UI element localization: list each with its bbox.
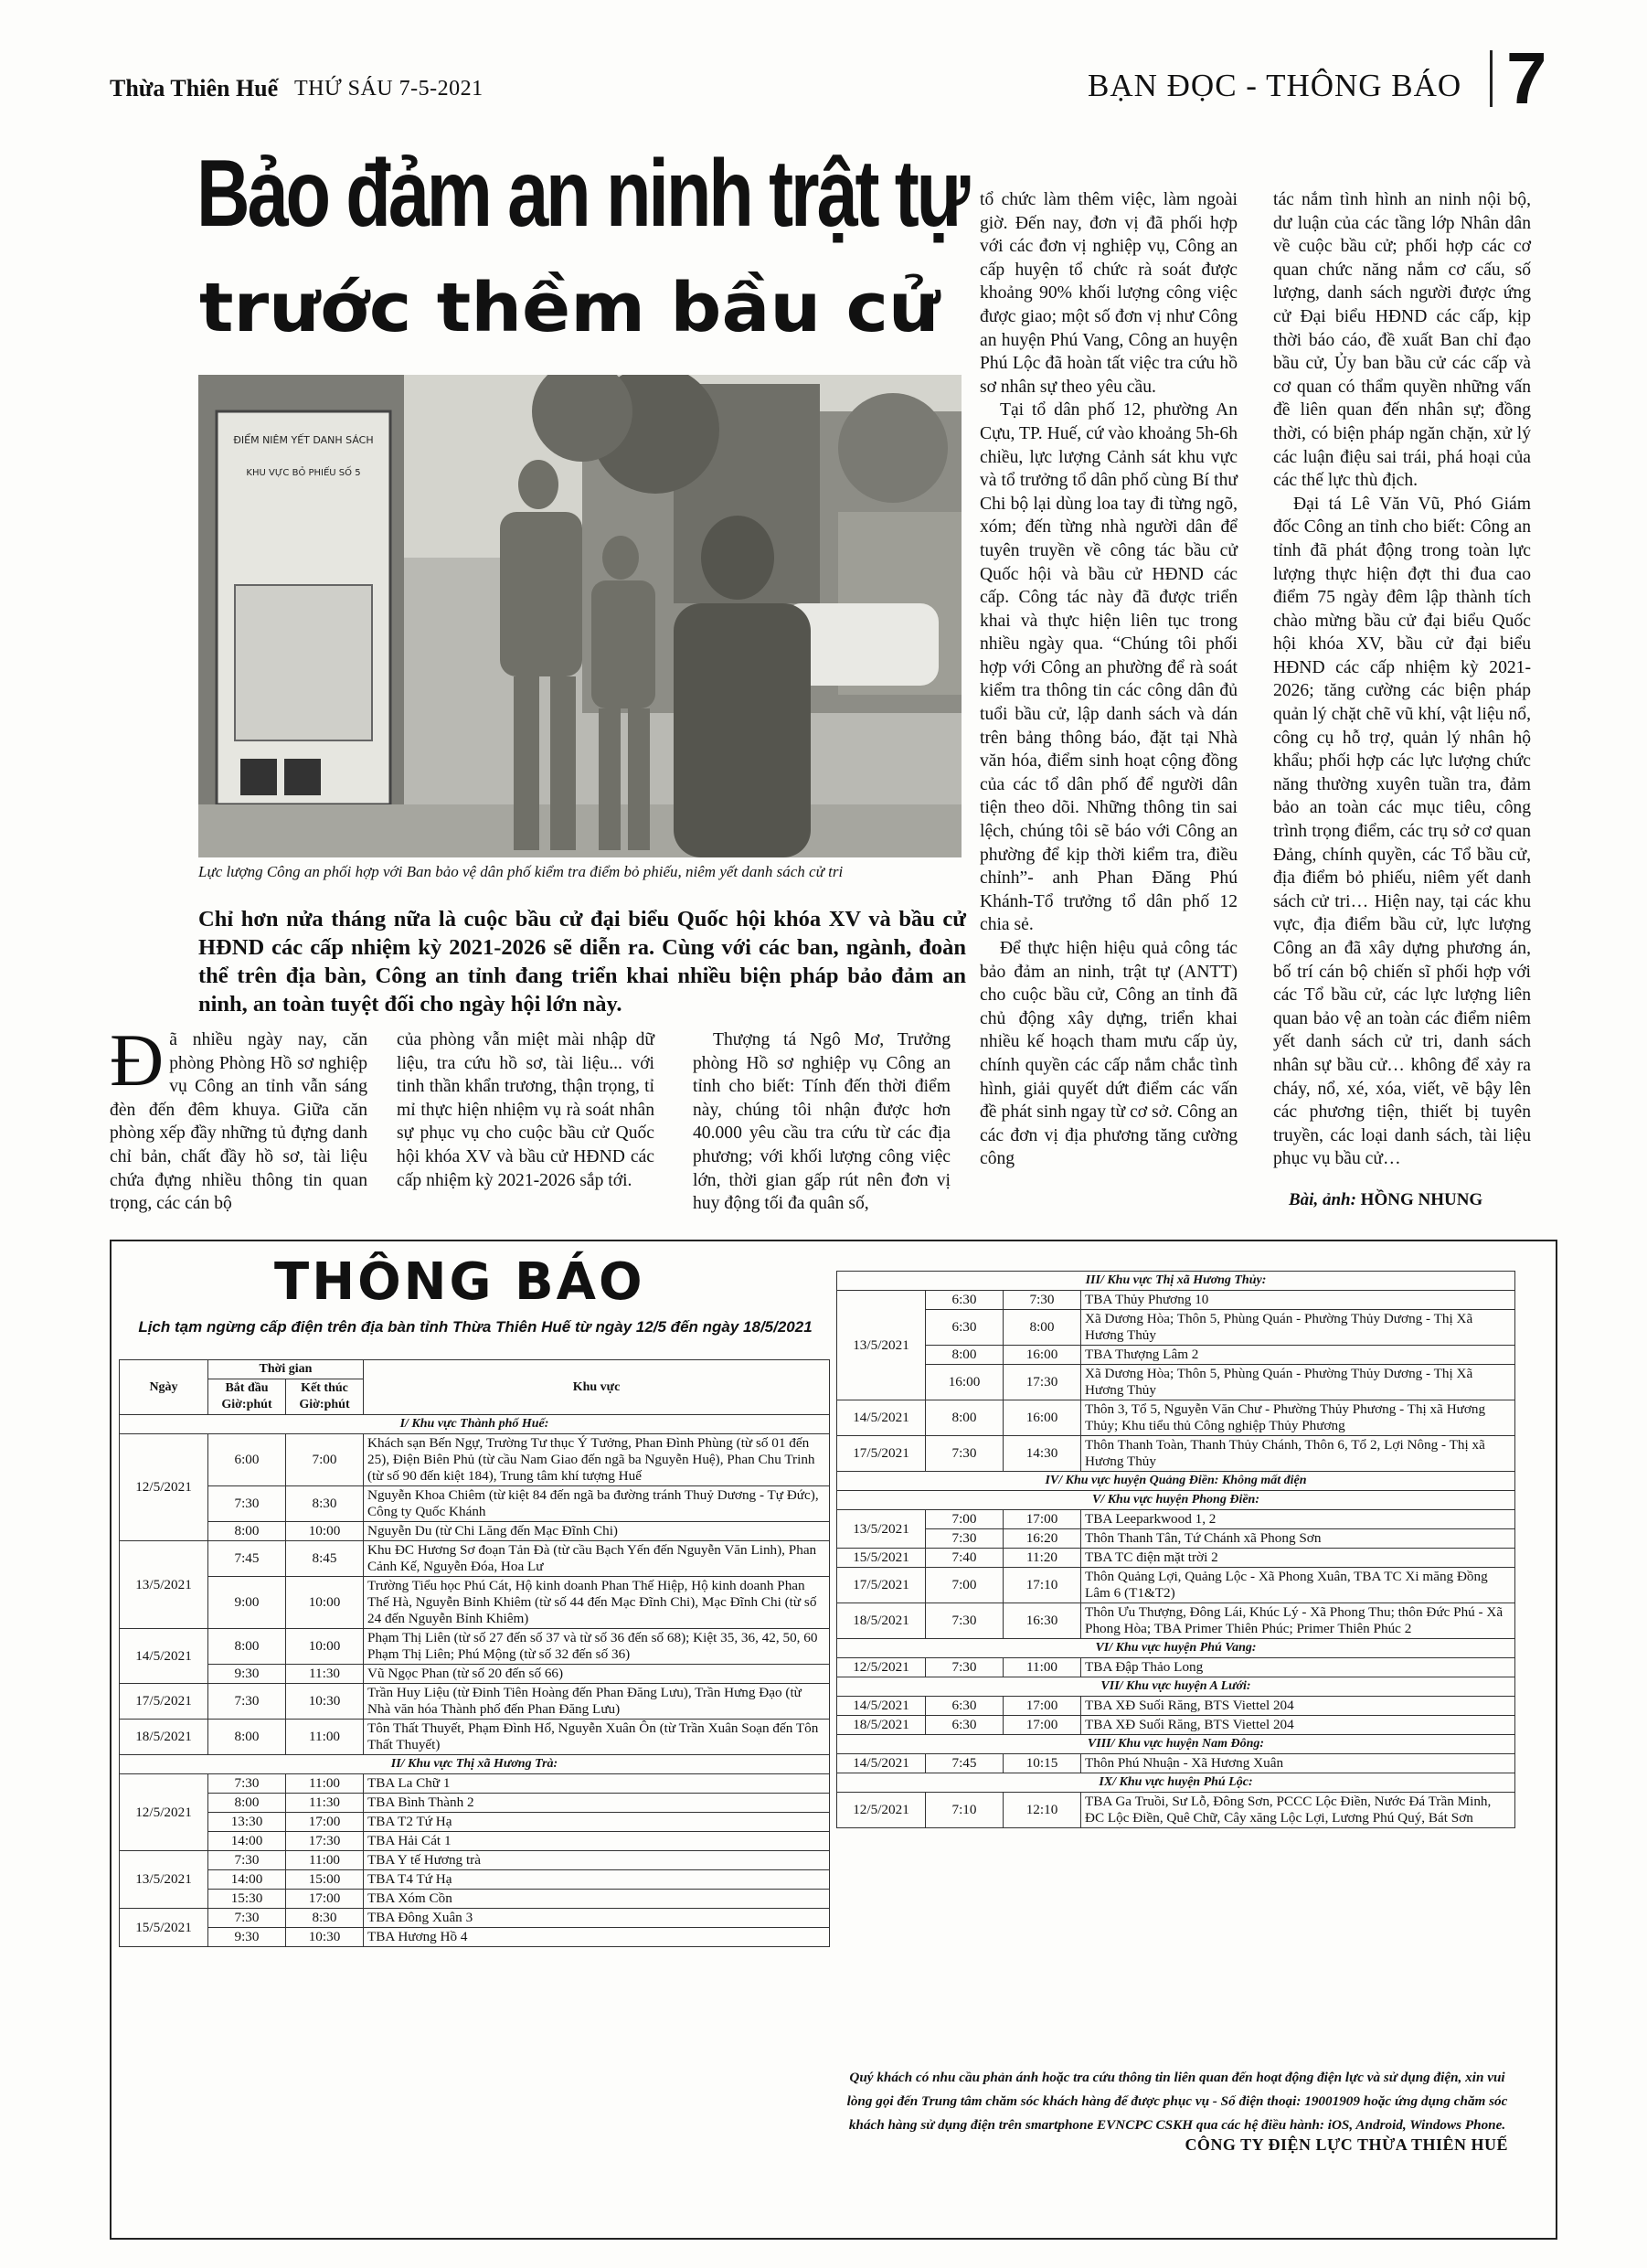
start-cell: 8:00 <box>208 1720 286 1755</box>
page-number: 7 <box>1506 37 1547 119</box>
section-title: VII/ Khu vực huyện A Lưới: <box>837 1677 1515 1697</box>
table-row <box>120 1541 830 1577</box>
date-cell: 12/5/2021 <box>120 1774 208 1851</box>
table-row <box>837 1510 1515 1529</box>
section-title: IX/ Khu vực huyện Phú Lộc: <box>837 1773 1515 1793</box>
area-cell: Trần Huy Liệu (từ Đinh Tiên Hoàng đến Phan Đăng Lưu), Trần Hưng Đạo (từ Nhà văn hóa Thành phố đến Phan Đăng Lưu) <box>364 1684 830 1720</box>
column-2-text: của phòng vẫn miệt mài nhập dữ liệu, tra cứu hồ sơ, tài liệu... với tinh thần khẩn trương, thận trọng, tỉ mỉ thực hiện nhiệm vụ rà soát nhân sự phục vụ cho cuộc bầu cử Quốc hội khóa XV và bầu cử HĐND các cấp nhiệm kỳ 2021-2026 sắp tới. <box>397 1030 654 1190</box>
end-cell: 14:30 <box>1004 1436 1081 1472</box>
date-cell: 12/5/2021 <box>837 1793 926 1828</box>
end-cell: 8:00 <box>1004 1310 1081 1346</box>
start-cell: 8:00 <box>926 1346 1004 1365</box>
table-row <box>120 1434 830 1486</box>
start-cell: 13:30 <box>208 1813 286 1832</box>
byline <box>1289 1190 1482 1210</box>
start-cell: 6:30 <box>926 1697 1004 1716</box>
area-cell: TBA T4 Tứ Hạ <box>364 1870 830 1890</box>
table-row <box>837 1658 1515 1677</box>
end-cell: 17:00 <box>286 1890 364 1909</box>
end-cell: 11:20 <box>1004 1549 1081 1568</box>
area-cell: TBA Y tế Hương trà <box>364 1851 830 1870</box>
end-cell: 10:00 <box>286 1629 364 1665</box>
date-cell: 17/5/2021 <box>120 1684 208 1720</box>
column-5-para-2: Đại tá Lê Văn Vũ, Phó Giám đốc Công an tỉnh cho biết: Công an tỉnh đã phát động trong toàn lực lượng thực hiện đợt thi đua cao điểm 75 ngày đêm lập thành tích chào mừng bầu cử đại biểu Quốc hội khóa XV, bầu cử đại biểu HĐND các cấp nhiệm kỳ 2021-2026; tăng cường các biện pháp quản lý chặt chẽ vũ khí, vật liệu nổ, công cụ hỗ trợ, quản lý nhân hộ khẩu; phối hợp các lực lượng chức năng thường xuyên tuần tra, đảm bảo an toàn các mục tiêu, công trình trọng điểm, các trụ sở cơ quan Đảng, chính quyền, các Tổ bầu cử, địa điểm bỏ phiếu, niêm yết danh sách cử tri… Hiện nay, tại các khu vực, địa điểm bầu cử, lực lượng Công an đã xây dựng phương án, bố trí cán bộ chiến sĩ phối hợp với các Tổ bầu cử, các lực lượng liên quan bảo vệ an toàn các điểm niêm yết danh sách cử tri, danh sách nhân sự bầu cử… không để xảy ra cháy, nổ, xé, xóa, viết, vẽ bậy lên các phương tiện, thiết bị tuyên truyền, các loại danh sách, tài liệu phục vụ bầu cử… <box>1273 494 1531 1169</box>
notice-title: THÔNG BÁO <box>274 1252 645 1312</box>
start-cell: 7:45 <box>208 1541 286 1577</box>
table-row <box>837 1310 1515 1346</box>
section-row <box>837 1272 1515 1291</box>
photo-illustration <box>198 375 962 857</box>
schedule-table-right <box>836 1271 1515 1828</box>
byline-author: HỒNG NHUNG <box>1360 1190 1483 1209</box>
end-cell: 16:20 <box>1004 1529 1081 1549</box>
section-title: I/ Khu vực Thành phố Huế: <box>120 1415 830 1434</box>
date-cell: 14/5/2021 <box>120 1629 208 1684</box>
table-row <box>837 1400 1515 1436</box>
start-cell: 7:30 <box>926 1658 1004 1677</box>
schedule-right-body <box>837 1272 1515 1828</box>
date-cell: 13/5/2021 <box>120 1851 208 1909</box>
start-cell: 9:00 <box>208 1577 286 1629</box>
area-cell: Thôn Quảng Lợi, Quảng Lộc - Xã Phong Xuân, TBA TC Xi măng Đồng Lâm 6 (T1&T2) <box>1081 1568 1515 1603</box>
end-cell: 12:10 <box>1004 1793 1081 1828</box>
article-column-3 <box>693 1028 951 1216</box>
table-row <box>837 1365 1515 1400</box>
article-column-1 <box>110 1018 367 1216</box>
area-cell: TBA Thượng Lâm 2 <box>1081 1346 1515 1365</box>
date-cell: 12/5/2021 <box>837 1658 926 1677</box>
table-row <box>837 1793 1515 1828</box>
byline-prefix: Bài, ảnh: <box>1289 1190 1356 1209</box>
start-cell: 8:00 <box>926 1400 1004 1436</box>
start-cell: 7:30 <box>208 1684 286 1720</box>
date-cell: 17/5/2021 <box>837 1568 926 1603</box>
area-cell: TBA Thủy Phương 10 <box>1081 1291 1515 1310</box>
table-row <box>120 1522 830 1541</box>
table-row <box>837 1291 1515 1310</box>
issue-date: THỨ SÁU 7-5-2021 <box>294 77 483 101</box>
notice-company: CÔNG TY ĐIỆN LỰC THỪA THIÊN HUẾ <box>1185 2135 1508 2154</box>
end-cell: 11:00 <box>286 1851 364 1870</box>
table-row <box>120 1813 830 1832</box>
end-cell: 17:30 <box>286 1832 364 1851</box>
date-cell: 14/5/2021 <box>837 1754 926 1773</box>
start-cell: 15:30 <box>208 1890 286 1909</box>
area-cell: TBA Đập Thảo Long <box>1081 1658 1515 1677</box>
area-cell: TBA XĐ Suối Răng, BTS Viettel 204 <box>1081 1716 1515 1735</box>
start-cell: 7:45 <box>926 1754 1004 1773</box>
table-row <box>120 1629 830 1665</box>
area-cell: Thôn Thanh Tân, Tứ Chánh xã Phong Sơn <box>1081 1529 1515 1549</box>
start-cell: 6:00 <box>208 1434 286 1486</box>
start-cell: 9:30 <box>208 1665 286 1684</box>
section-row <box>837 1491 1515 1510</box>
start-cell: 7:30 <box>926 1436 1004 1472</box>
column-1-text: ã nhiều ngày nay, căn phòng Phòng Hồ sơ nghiệp vụ Công an tỉnh vẫn sáng đèn đến đêm khuya. Giữa căn phòng xếp đầy những tủ đựng danh chỉ bản, chất đầy hồ sơ, tài liệu chứa đựng nhiều thông tin quan trọng, các cán bộ <box>110 1030 367 1214</box>
end-cell: 17:30 <box>1004 1365 1081 1400</box>
area-cell: Xã Dương Hòa; Thôn 5, Phùng Quán - Phường Thủy Dương - Thị Xã Hương Thủy <box>1081 1310 1515 1346</box>
table-row <box>120 1774 830 1794</box>
date-cell: 18/5/2021 <box>837 1716 926 1735</box>
start-cell: 8:00 <box>208 1794 286 1813</box>
area-cell: Thôn Ưu Thượng, Đông Lái, Khúc Lý - Xã Phong Thu; thôn Đức Phú - Xã Phong Hòa; TBA Primer Thiên Phúc; Primer Thiên Phúc 2 <box>1081 1603 1515 1639</box>
photo-caption: Lực lượng Công an phối hợp với Ban bảo vệ dân phố kiểm tra điểm bỏ phiếu, niêm yết danh sách cử tri <box>198 863 844 880</box>
area-cell: Nguyễn Du (từ Chi Lăng đến Mạc Đĩnh Chi) <box>364 1522 830 1541</box>
start-cell: 14:00 <box>208 1832 286 1851</box>
end-cell: 16:00 <box>1004 1400 1081 1436</box>
area-cell: Khu ĐC Hương Sơ đoạn Tản Đà (từ cầu Bạch Yến đến Nguyễn Văn Linh), Phan Cảnh Kế, Nguyễn Đóa, Hoa Lư <box>364 1541 830 1577</box>
end-cell: 11:00 <box>286 1774 364 1794</box>
end-cell: 17:00 <box>286 1813 364 1832</box>
section-title: IV/ Khu vực huyện Quảng Điền: Không mất điện <box>837 1472 1515 1491</box>
start-cell: 7:30 <box>208 1774 286 1794</box>
section-title: II/ Khu vực Thị xã Hương Trà: <box>120 1755 830 1774</box>
start-cell: 7:30 <box>926 1603 1004 1639</box>
table-row <box>120 1486 830 1522</box>
area-cell: Thôn 3, Tổ 5, Nguyễn Văn Chư - Phường Thủy Phương - Thị xã Hương Thủy; Khu tiểu thủ Công nghiệp Thủy Phương <box>1081 1400 1515 1436</box>
end-cell: 15:00 <box>286 1870 364 1890</box>
end-cell: 11:30 <box>286 1794 364 1813</box>
article-column-4 <box>980 188 1238 1171</box>
end-cell: 11:00 <box>1004 1658 1081 1677</box>
date-cell: 13/5/2021 <box>837 1510 926 1549</box>
section-title: III/ Khu vực Thị xã Hương Thủy: <box>837 1272 1515 1291</box>
header-divider <box>1490 50 1493 107</box>
start-cell: 7:00 <box>926 1510 1004 1529</box>
photo-sign-text: ĐIỂM NIÊM YẾT DANH SÁCH <box>233 434 374 446</box>
start-cell: 7:00 <box>926 1568 1004 1603</box>
table-row <box>120 1928 830 1947</box>
end-cell: 10:30 <box>286 1928 364 1947</box>
column-4-para-2: Tại tổ dân phố 12, phường An Cựu, TP. Huế, cứ vào khoảng 5h-6h chiều, lực lượng Cảnh sát khu vực và tổ trưởng tổ dân phố cùng Bí thư Chi bộ lại dùng loa tay đi từng ngõ, xóm; đến từng nhà người dân để tuyên truyền về công tác bầu cử Quốc hội và bầu cử HĐND các cấp. Công tác này đã được triển khai và thực hiện liên tục trong nhiều ngày qua. “Chúng tôi phối hợp với Công an phường để rà soát kiểm tra thông tin các công dân đủ tuổi bầu cử, lập danh sách và dán trên bảng thông báo, đặt tại Nhà văn hóa, điểm sinh hoạt cộng đồng của các tổ dân phố để người dân tiện theo dõi. Những thông tin sai lệch, chúng tôi sẽ báo với Công an phường để kịp thời kiểm tra, điều chỉnh”- anh Phan Đăng Phú Khánh-Tổ trưởng tổ dân phố 12 chia sẻ. <box>980 400 1238 935</box>
start-cell: 6:30 <box>926 1716 1004 1735</box>
column-5-para-1: tác nắm tình hình an ninh nội bộ, dư luận của các tầng lớp Nhân dân về cuộc bầu cử; phối hợp các cơ quan chức năng nắm cơ cấu, số lượng, danh sách người được ứng cử Đại biểu HĐND các cấp, kịp thời báo cáo, đề xuất Ban chỉ đạo bầu cử, Ủy ban bầu cử các cấp và cơ quan có thẩm quyền những vấn đề liên quan đến nhân sự; đồng thời, có biện pháp ngăn chặn, xử lý các luận điệu sai trái, phá hoại của các thế lực thù địch. <box>1273 190 1531 491</box>
date-cell: 18/5/2021 <box>120 1720 208 1755</box>
start-cell: 7:30 <box>208 1909 286 1928</box>
section-row <box>120 1415 830 1434</box>
area-cell: Tôn Thất Thuyết, Phạm Đình Hổ, Nguyễn Xuân Ôn (từ Trần Xuân Soạn đến Tôn Thất Thuyết) <box>364 1720 830 1755</box>
area-cell: Nguyễn Khoa Chiêm (từ kiệt 84 đến ngã ba đường tránh Thuỷ Dương - Tự Đức), Công ty Quốc Khánh <box>364 1486 830 1522</box>
area-cell: TBA Bình Thành 2 <box>364 1794 830 1813</box>
start-cell: 6:30 <box>926 1291 1004 1310</box>
table-row <box>837 1549 1515 1568</box>
start-cell: 14:00 <box>208 1870 286 1890</box>
schedule-table-left <box>119 1359 830 1947</box>
end-cell: 16:00 <box>1004 1346 1081 1365</box>
end-cell: 17:00 <box>1004 1697 1081 1716</box>
area-cell: Xã Dương Hòa; Thôn 5, Phùng Quán - Phường Thủy Dương - Thị Xã Hương Thủy <box>1081 1365 1515 1400</box>
end-cell: 17:00 <box>1004 1510 1081 1529</box>
table-row <box>120 1720 830 1755</box>
end-cell: 7:30 <box>1004 1291 1081 1310</box>
col-header-date: Ngày <box>120 1360 208 1415</box>
area-cell: TBA La Chữ 1 <box>364 1774 830 1794</box>
end-cell: 10:00 <box>286 1577 364 1629</box>
area-cell: TBA Xóm Cồn <box>364 1890 830 1909</box>
table-row <box>120 1794 830 1813</box>
table-row <box>837 1529 1515 1549</box>
table-row <box>120 1665 830 1684</box>
section-title: VIII/ Khu vực huyện Nam Đông: <box>837 1735 1515 1754</box>
date-cell: 14/5/2021 <box>837 1697 926 1716</box>
area-cell: Khách sạn Bến Ngự, Trường Tư thục Ý Tưởng, Phan Đình Phùng (từ số 01 đến 25), Điện Biên Phủ (từ cầu Nam Giao đến ngã ba Nguyễn Huệ), Phan Chu Trinh (từ số 90 đến kiệt 184), Trung tâm khí tượng Huế <box>364 1434 830 1486</box>
end-cell: 10:00 <box>286 1522 364 1541</box>
area-cell: Phạm Thị Liên (từ số 27 đến số 37 và từ số 36 đến số 68); Kiệt 35, 36, 42, 50, 60 Phạm Thị Liên; Phú Mộng (từ số 32 đến số 36) <box>364 1629 830 1665</box>
start-cell: 7:10 <box>926 1793 1004 1828</box>
end-cell: 16:30 <box>1004 1603 1081 1639</box>
table-row <box>837 1346 1515 1365</box>
table-row <box>120 1870 830 1890</box>
section-row <box>837 1773 1515 1793</box>
column-4-para-3: Để thực hiện hiệu quả công tác bảo đảm an ninh, trật tự (ANTT) cho cuộc bầu cử, Công an tỉnh đã chủ động xây dựng, triển khai nhiều kế hoạch tham mưu cấp ủy, chính quyền các cấp nắm chắc tình hình, giải quyết dứt điểm các vấn đề phát sinh ngay từ cơ sở. Công an các đơn vị địa phương tăng cường công <box>980 939 1238 1169</box>
date-cell: 14/5/2021 <box>837 1400 926 1436</box>
table-row <box>120 1851 830 1870</box>
start-cell: 8:00 <box>208 1629 286 1665</box>
end-cell: 8:30 <box>286 1909 364 1928</box>
end-cell: 10:30 <box>286 1684 364 1720</box>
end-cell: 7:00 <box>286 1434 364 1486</box>
section-title: BẠN ĐỌC - THÔNG BÁO <box>1088 68 1462 103</box>
area-cell: TBA TC điện mặt trời 2 <box>1081 1549 1515 1568</box>
start-cell: 6:30 <box>926 1310 1004 1346</box>
section-row <box>837 1735 1515 1754</box>
area-cell: TBA Hải Cát 1 <box>364 1832 830 1851</box>
table-row <box>837 1716 1515 1735</box>
table-row <box>120 1832 830 1851</box>
date-cell: 17/5/2021 <box>837 1436 926 1472</box>
start-cell: 7:30 <box>208 1851 286 1870</box>
date-cell: 13/5/2021 <box>120 1541 208 1629</box>
end-cell: 10:15 <box>1004 1754 1081 1773</box>
area-cell: TBA XĐ Suối Răng, BTS Viettel 204 <box>1081 1697 1515 1716</box>
notice-subtitle: Lịch tạm ngừng cấp điện trên địa bàn tỉnh Thừa Thiên Huế từ ngày 12/5 đến ngày 18/5/2021 <box>138 1318 813 1336</box>
section-row <box>837 1472 1515 1491</box>
end-cell: 17:10 <box>1004 1568 1081 1603</box>
end-cell: 11:00 <box>286 1720 364 1755</box>
section-row <box>837 1677 1515 1697</box>
column-4-para-1: tổ chức làm thêm việc, làm ngoài giờ. Đến nay, đơn vị đã phối hợp với các đơn vị nghiệp vụ, Công an cấp huyện tổ chức rà soát được khoảng 90% khối lượng công việc được giao; một số đơn vị như Công an huyện Phú Vang, Công an huyện Phú Lộc đã hoàn tất việc tra cứu hồ sơ nhân sự theo yêu cầu. <box>980 190 1238 397</box>
start-cell: 7:30 <box>926 1529 1004 1549</box>
table-row <box>120 1909 830 1928</box>
start-cell: 8:00 <box>208 1522 286 1541</box>
start-cell: 7:30 <box>208 1486 286 1522</box>
section-title: V/ Khu vực huyện Phong Điền: <box>837 1491 1515 1510</box>
area-cell: TBA Hương Hồ 4 <box>364 1928 830 1947</box>
area-cell: Vũ Ngọc Phan (từ số 20 đến số 66) <box>364 1665 830 1684</box>
table-row <box>837 1436 1515 1472</box>
section-title: VI/ Khu vực huyện Phú Vang: <box>837 1639 1515 1658</box>
table-row <box>837 1754 1515 1773</box>
headline-line-2: trước thềm bầu cử <box>199 269 940 347</box>
schedule-left-body <box>120 1415 830 1947</box>
article-column-2 <box>397 1028 654 1192</box>
area-cell: TBA Leeparkwood 1, 2 <box>1081 1510 1515 1529</box>
headline-line-1: Bảo đảm an ninh trật tự <box>197 141 968 247</box>
date-cell: 15/5/2021 <box>837 1549 926 1568</box>
end-cell: 8:45 <box>286 1541 364 1577</box>
table-row <box>120 1577 830 1629</box>
col-header-end: Kết thúc Giờ:phút <box>286 1379 364 1415</box>
section-row <box>837 1639 1515 1658</box>
column-3-text: Thượng tá Ngô Mơ, Trưởng phòng Hồ sơ nghiệp vụ Công an tỉnh cho biết: Tính đến thời điểm này, chúng tôi nhận được hơn 40.000 yêu cầu tra cứu từ các địa phương; với khối lượng công việc lớn, thời gian gấp rút nên đơn vị huy động tối đa quân số, <box>693 1030 951 1214</box>
newspaper-name: Thừa Thiên Huế <box>110 75 279 101</box>
area-cell: Thôn Phú Nhuận - Xã Hương Xuân <box>1081 1754 1515 1773</box>
date-cell: 15/5/2021 <box>120 1909 208 1947</box>
table-row <box>837 1697 1515 1716</box>
area-cell: TBA T2 Tứ Hạ <box>364 1813 830 1832</box>
table-row <box>837 1603 1515 1639</box>
col-header-area: Khu vực <box>364 1360 830 1415</box>
article-photo <box>198 375 962 857</box>
date-cell: 13/5/2021 <box>837 1291 926 1400</box>
end-cell: 8:30 <box>286 1486 364 1522</box>
article-column-5 <box>1273 188 1531 1171</box>
start-cell: 7:40 <box>926 1549 1004 1568</box>
table-row <box>120 1684 830 1720</box>
section-row <box>120 1755 830 1774</box>
col-header-time: Thời gian <box>208 1360 364 1379</box>
area-cell: TBA Đông Xuân 3 <box>364 1909 830 1928</box>
start-cell: 16:00 <box>926 1365 1004 1400</box>
table-row <box>837 1568 1515 1603</box>
end-cell: 17:00 <box>1004 1716 1081 1735</box>
col-header-start: Bắt đầu Giờ:phút <box>208 1379 286 1415</box>
area-cell: Thôn Thanh Toàn, Thanh Thủy Chánh, Thôn 6, Tổ 2, Lợi Nông - Thị xã Hương Thủy <box>1081 1436 1515 1472</box>
end-cell: 11:30 <box>286 1665 364 1684</box>
start-cell: 9:30 <box>208 1928 286 1947</box>
article-lead: Chỉ hơn nửa tháng nữa là cuộc bầu cử đại biểu Quốc hội khóa XV và bầu cử HĐND các cấp nhiệm kỳ 2021-2026 sẽ diễn ra. Cùng với các ban, ngành, đoàn thể trên địa bàn, Công an tỉnh đang triển khai nhiều biện pháp bảo đảm an ninh, an toàn tuyệt đối cho ngày hội lớn này. <box>198 907 966 1017</box>
date-cell: 12/5/2021 <box>120 1434 208 1541</box>
area-cell: Trường Tiểu học Phú Cát, Hộ kinh doanh Phan Thế Hiệp, Hộ kinh doanh Phan Thế Hà, Nguyễn Bỉnh Khiêm (từ số 44 đến Mạc Đĩnh Chi), Mạc Đĩnh Chi (từ số 24 đến Nguyễn Bỉnh Khiêm) <box>364 1577 830 1629</box>
drop-cap: Đ <box>110 1018 165 1102</box>
date-cell: 18/5/2021 <box>837 1603 926 1639</box>
notice-footnote: Quý khách có nhu cầu phản ánh hoặc tra cứu thông tin liên quan đến hoạt động điện lực và sử dụng điện, xin vui lòng gọi đến Trung tâm chăm sóc khách hàng để được phục vụ - Số điện thoại: 19001909 hoặc ứng dụng chăm sóc khách hàng sử dụng điện trên smartphone EVNCPC CSKH qua các hệ điều hành: iOS, Android, Windows Phone. <box>846 2070 1508 2133</box>
table-row <box>120 1890 830 1909</box>
area-cell: TBA Ga Truồi, Sư Lỗ, Đông Sơn, PCCC Lộc Điền, Nước Đá Trần Minh, ĐC Lộc Điền, Quê Chữ, Cây xăng Lộc Lợi, Lương Phú Quý, Bát Sơn <box>1081 1793 1515 1828</box>
photo-sign-text-2: KHU VỰC BỎ PHIẾU SỐ 5 <box>246 468 361 478</box>
